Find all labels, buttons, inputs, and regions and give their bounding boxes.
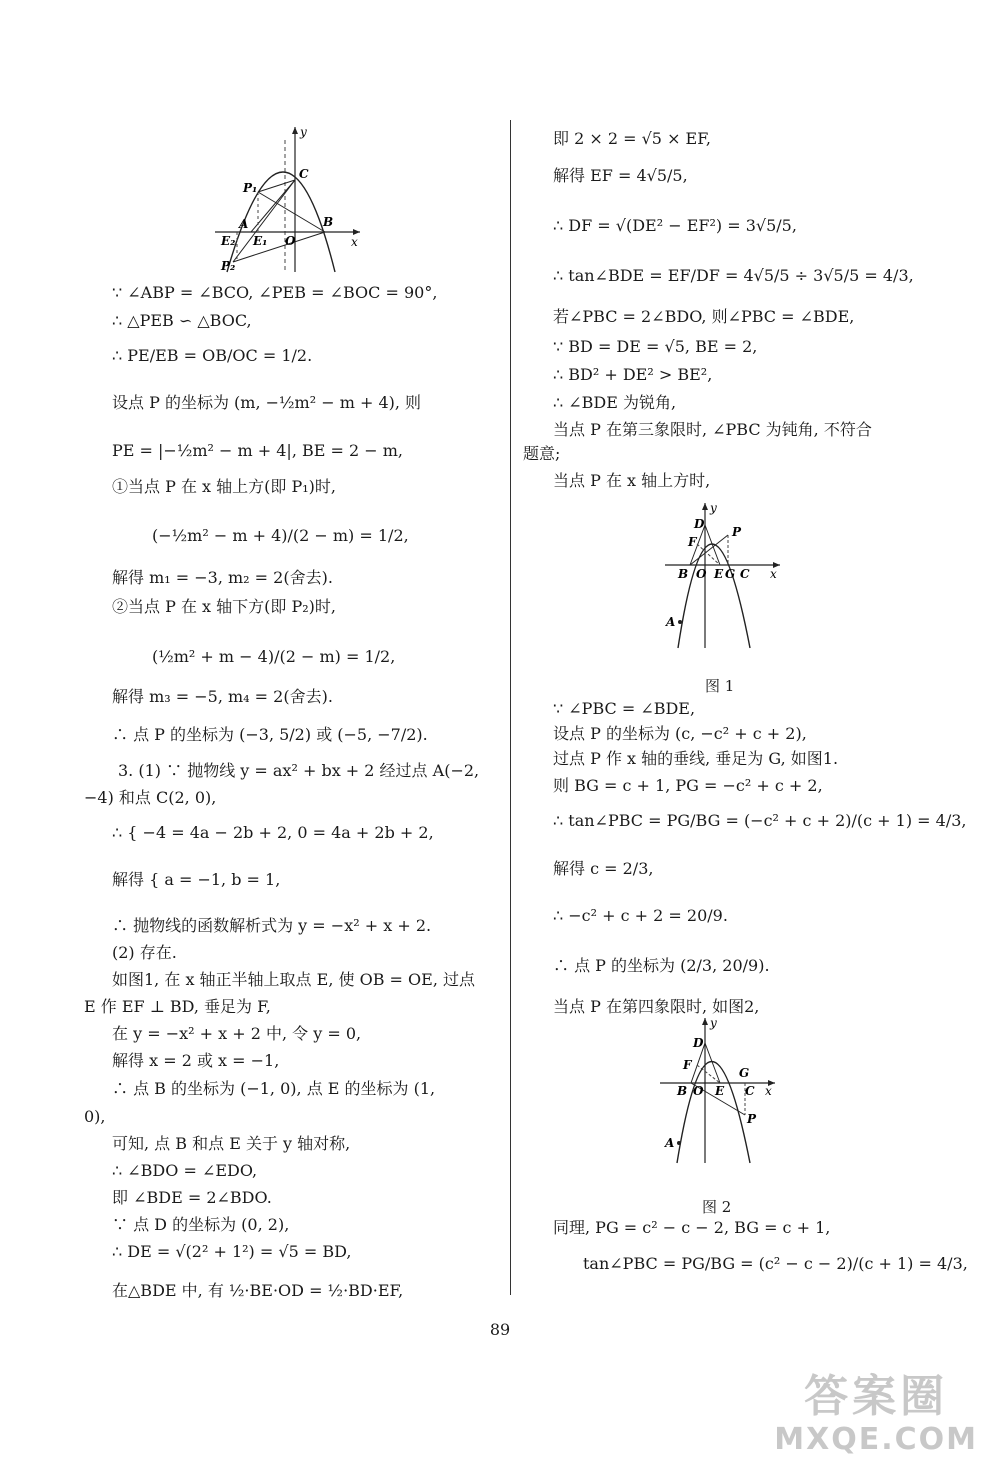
line-left-6: ①当点 P 在 x 轴上方(即 P₁)时, xyxy=(112,477,336,496)
line-right-17: 解得 c = 2/3, xyxy=(553,859,654,878)
fig-top-label-e1: E₁ xyxy=(253,234,268,248)
line-left-26: ∴ ∠BDO = ∠EDO, xyxy=(112,1161,258,1180)
line-right-20: 当点 P 在第四象限时, 如图2, xyxy=(553,997,760,1016)
line-left-27: 即 ∠BDE = 2∠BDO. xyxy=(112,1188,272,1207)
line-left-22: 解得 x = 2 或 x = −1, xyxy=(112,1051,280,1070)
line-left-18: (2) 存在. xyxy=(112,943,177,962)
line-right-9: 当点 P 在第三象限时, ∠PBC 为钝角, 不符合 xyxy=(553,420,872,439)
line-left-16: 解得 { a = −1, b = 1, xyxy=(112,870,281,889)
line-left-1: ∵ ∠ABP = ∠BCO, ∠PEB = ∠BOC = 90°, xyxy=(112,283,438,302)
fig1-label-d: D xyxy=(694,517,705,531)
figure-1-parabola xyxy=(660,500,785,650)
figure-1-caption: 图 1 xyxy=(705,677,735,695)
line-left-17: ∴ 抛物线的函数解析式为 y = −x² + x + 2. xyxy=(112,916,432,935)
fig2-label-a: A xyxy=(665,1136,675,1150)
figure-2-caption: 图 2 xyxy=(702,1198,732,1216)
fig2-label-c: C xyxy=(745,1084,755,1098)
fig2-label-e: E xyxy=(715,1084,725,1098)
line-right-19: ∴ 点 P 的坐标为 (2/3, 20/9). xyxy=(553,956,770,975)
figure-parabola-p1-p2 xyxy=(215,122,365,277)
fig2-label-g: G xyxy=(739,1066,750,1080)
fig1-label-b: B xyxy=(678,567,689,581)
line-left-21: 在 y = −x² + x + 2 中, 令 y = 0, xyxy=(112,1024,362,1043)
line-right-10: 题意; xyxy=(523,444,561,463)
fig2-label-x: x xyxy=(765,1084,772,1098)
line-right-12: ∵ ∠PBC = ∠BDE, xyxy=(553,699,696,718)
fig1-label-f: F xyxy=(688,535,697,549)
fig-top-label-c: C xyxy=(299,167,309,181)
fig-top-label-b: B xyxy=(323,215,334,229)
line-left-14: −4) 和点 C(2, 0), xyxy=(84,788,217,807)
fig-top-label-a: A xyxy=(239,217,249,231)
fig2-label-p: P xyxy=(747,1112,757,1126)
line-right-3: ∴ DF = √(DE² − EF²) = 3√5/5, xyxy=(553,216,797,235)
figure-2-parabola xyxy=(655,1015,780,1165)
line-left-29: ∴ DE = √(2² + 1²) = √5 = BD, xyxy=(112,1242,352,1261)
line-left-8: 解得 m₁ = −3, m₂ = 2(舍去). xyxy=(112,568,333,587)
line-left-2: ∴ △PEB ∽ △BOC, xyxy=(112,311,252,330)
line-left-3: ∴ PE/EB = OB/OC = 1/2. xyxy=(112,346,313,365)
line-left-4: 设点 P 的坐标为 (m, −½m² − m + 4), 则 xyxy=(112,393,422,412)
line-right-15: 则 BG = c + 1, PG = −c² + c + 2, xyxy=(553,776,823,795)
fig1-label-p: P xyxy=(732,525,742,539)
fig1-label-g: G xyxy=(725,567,736,581)
line-left-10: (½m² + m − 4)/(2 − m) = 1/2, xyxy=(152,647,396,666)
fig1-label-e: E xyxy=(714,567,724,581)
fig2-label-y: y xyxy=(710,1016,717,1030)
line-left-19: 如图1, 在 x 轴正半轴上取点 E, 使 OB = OE, 过点 xyxy=(112,970,475,989)
line-left-9: ②当点 P 在 x 轴下方(即 P₂)时, xyxy=(112,597,336,616)
line-right-1: 即 2 × 2 = √5 × EF, xyxy=(553,129,711,148)
line-left-7: (−½m² − m + 4)/(2 − m) = 1/2, xyxy=(152,526,409,545)
line-right-22: tan∠PBC = PG/BG = (c² − c − 2)/(c + 1) = 4/3, xyxy=(583,1254,968,1273)
watermark-logo xyxy=(774,1372,978,1457)
fig-top-label-p1: P₁ xyxy=(243,181,258,195)
fig-top-label-o: O xyxy=(285,234,296,248)
line-right-14: 过点 P 作 x 轴的垂线, 垂足为 G, 如图1. xyxy=(553,749,839,768)
fig-top-label-y: y xyxy=(300,125,307,139)
fig-top-label-p2: P₂ xyxy=(221,259,236,273)
page-number: 89 xyxy=(489,1320,511,1339)
line-right-2: 解得 EF = 4√5/5, xyxy=(553,166,688,185)
line-left-25: 可知, 点 B 和点 E 关于 y 轴对称, xyxy=(112,1134,351,1153)
line-left-5: PE = |−½m² − m + 4|, BE = 2 − m, xyxy=(112,441,404,460)
fig2-label-o: O xyxy=(693,1084,704,1098)
fig1-label-c: C xyxy=(740,567,750,581)
line-left-13: 3. (1) ∵ 抛物线 y = ax² + bx + 2 经过点 A(−2, xyxy=(118,761,480,780)
line-left-28: ∵ 点 D 的坐标为 (0, 2), xyxy=(112,1215,290,1234)
line-left-23: ∴ 点 B 的坐标为 (−1, 0), 点 E 的坐标为 (1, xyxy=(112,1079,436,1098)
column-divider xyxy=(510,120,511,1295)
fig1-label-x: x xyxy=(770,567,777,581)
fig2-label-f: F xyxy=(683,1058,692,1072)
fig1-label-y: y xyxy=(710,501,717,515)
line-right-4: ∴ tan∠BDE = EF/DF = 4√5/5 ÷ 3√5/5 = 4/3, xyxy=(553,266,914,285)
line-left-15: ∴ { −4 = 4a − 2b + 2, 0 = 4a + 2b + 2, xyxy=(112,823,434,842)
fig1-label-a: A xyxy=(666,615,676,629)
fig-top-label-e2: E₂ xyxy=(221,234,236,248)
fig-top-label-x: x xyxy=(351,235,358,249)
line-right-18: ∴ −c² + c + 2 = 20/9. xyxy=(553,906,728,925)
line-left-30: 在△BDE 中, 有 ½·BE·OD = ½·BD·EF, xyxy=(112,1281,404,1300)
line-right-13: 设点 P 的坐标为 (c, −c² + c + 2), xyxy=(553,724,807,743)
line-right-21: 同理, PG = c² − c − 2, BG = c + 1, xyxy=(553,1218,831,1237)
fig2-label-d: D xyxy=(693,1036,704,1050)
watermark-line2: MXQE.COM xyxy=(774,1422,978,1457)
line-right-7: ∴ BD² + DE² > BE², xyxy=(553,365,713,384)
line-left-24: 0), xyxy=(84,1107,106,1126)
line-left-12: ∴ 点 P 的坐标为 (−3, 5/2) 或 (−5, −7/2). xyxy=(112,725,428,744)
line-right-8: ∴ ∠BDE 为锐角, xyxy=(553,393,677,412)
fig2-label-b: B xyxy=(677,1084,688,1098)
watermark-line1: 答案圈 xyxy=(804,1371,949,1422)
line-right-11: 当点 P 在 x 轴上方时, xyxy=(553,471,711,490)
line-right-5: 若∠PBC = 2∠BDO, 则∠PBC = ∠BDE, xyxy=(553,307,855,326)
line-right-16: ∴ tan∠PBC = PG/BG = (−c² + c + 2)/(c + 1) = 4/3, xyxy=(553,811,967,830)
line-left-11: 解得 m₃ = −5, m₄ = 2(舍去). xyxy=(112,687,333,706)
fig1-label-o: O xyxy=(696,567,707,581)
line-left-20: E 作 EF ⊥ BD, 垂足为 F, xyxy=(84,997,271,1016)
line-right-6: ∵ BD = DE = √5, BE = 2, xyxy=(553,337,758,356)
